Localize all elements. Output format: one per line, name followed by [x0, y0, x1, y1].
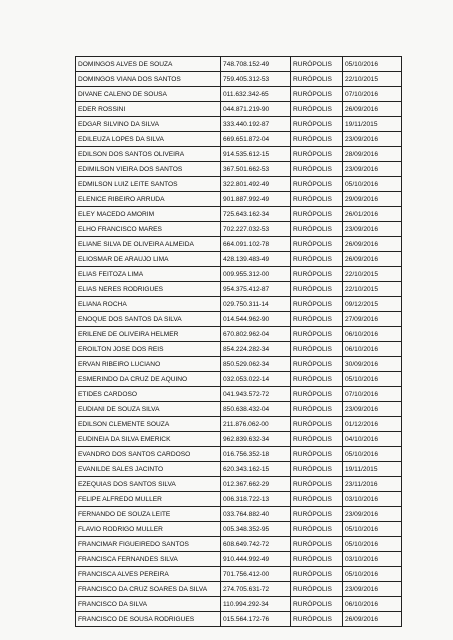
cpf-cell: 033.764.882-40: [221, 507, 291, 522]
cpf-cell: 012.367.662-29: [221, 477, 291, 492]
table-row: [76, 132, 402, 147]
cpf-cell: 748.708.152-49: [221, 57, 291, 72]
cpf-cell: 044.871.219-90: [221, 102, 291, 117]
city-cell: RURÓPOLIS: [291, 552, 343, 567]
date-cell: 23/09/2016: [343, 132, 402, 147]
date-cell: 26/01/2016: [343, 207, 402, 222]
date-cell: 05/10/2016: [343, 522, 402, 537]
date-cell: 05/10/2016: [343, 447, 402, 462]
name-cell: ELIAS FEITOZA LIMA: [76, 267, 221, 282]
city-cell: RURÓPOLIS: [291, 132, 343, 147]
name-cell: ELHO FRANCISCO MARES: [76, 222, 221, 237]
table-row: [76, 552, 402, 567]
name-cell: ERVAN RIBEIRO LUCIANO: [76, 357, 221, 372]
city-cell: RURÓPOLIS: [291, 102, 343, 117]
cpf-cell: 367.501.662-53: [221, 162, 291, 177]
table-row: [76, 612, 402, 627]
cpf-cell: 608.649.742-72: [221, 537, 291, 552]
city-cell: RURÓPOLIS: [291, 522, 343, 537]
city-cell: RURÓPOLIS: [291, 87, 343, 102]
cpf-cell: 274.705.631-72: [221, 582, 291, 597]
name-cell: EDGAR SILVINO DA SILVA: [76, 117, 221, 132]
name-cell: FRANCIMAR FIGUEIREDO SANTOS: [76, 537, 221, 552]
date-cell: 01/12/2016: [343, 417, 402, 432]
cpf-cell: 428.139.483-49: [221, 252, 291, 267]
date-cell: 05/10/2016: [343, 177, 402, 192]
table-row: [76, 417, 402, 432]
name-cell: ELIOSMAR DE ARAUJO LIMA: [76, 252, 221, 267]
table-row: [76, 597, 402, 612]
table-row: [76, 537, 402, 552]
date-cell: 06/10/2016: [343, 327, 402, 342]
date-cell: 19/11/2015: [343, 117, 402, 132]
city-cell: RURÓPOLIS: [291, 162, 343, 177]
cpf-cell: 962.839.632-34: [221, 432, 291, 447]
date-cell: 04/10/2016: [343, 432, 402, 447]
city-cell: RURÓPOLIS: [291, 582, 343, 597]
table-row: [76, 522, 402, 537]
cpf-cell: 041.943.572-72: [221, 387, 291, 402]
date-cell: 23/11/2016: [343, 477, 402, 492]
cpf-cell: 032.053.022-14: [221, 372, 291, 387]
date-cell: 06/10/2016: [343, 342, 402, 357]
table-row: [76, 207, 402, 222]
city-cell: RURÓPOLIS: [291, 267, 343, 282]
name-cell: ETIDES CARDOSO: [76, 387, 221, 402]
table-row: [76, 222, 402, 237]
cpf-cell: 669.651.872-04: [221, 132, 291, 147]
cpf-cell: 014.544.962-90: [221, 312, 291, 327]
table-row: [76, 372, 402, 387]
name-cell: ERILENE DE OLIVEIRA HELMER: [76, 327, 221, 342]
city-cell: RURÓPOLIS: [291, 402, 343, 417]
name-cell: EZEQUIAS DOS SANTOS SILVA: [76, 477, 221, 492]
beneficiary-table: [75, 56, 402, 627]
date-cell: 05/10/2016: [343, 567, 402, 582]
table-row: [76, 447, 402, 462]
cpf-cell: 901.887.992-49: [221, 192, 291, 207]
city-cell: RURÓPOLIS: [291, 252, 343, 267]
city-cell: RURÓPOLIS: [291, 387, 343, 402]
cpf-cell: 005.348.352-95: [221, 522, 291, 537]
name-cell: FRANCISCA ALVES PEREIRA: [76, 567, 221, 582]
table-row: [76, 72, 402, 87]
date-cell: 07/10/2016: [343, 87, 402, 102]
cpf-cell: 664.091.102-78: [221, 237, 291, 252]
name-cell: FRANCISCO DE SOUSA RODRIGUES: [76, 612, 221, 627]
city-cell: RURÓPOLIS: [291, 312, 343, 327]
city-cell: RURÓPOLIS: [291, 597, 343, 612]
table-row: [76, 147, 402, 162]
table-row: [76, 192, 402, 207]
cpf-cell: 620.343.162-15: [221, 462, 291, 477]
name-cell: ELIAS NERES RODRIGUES: [76, 282, 221, 297]
city-cell: RURÓPOLIS: [291, 612, 343, 627]
name-cell: DOMINGOS ALVES DE SOUZA: [76, 57, 221, 72]
table-row: [76, 252, 402, 267]
table-row: [76, 297, 402, 312]
city-cell: RURÓPOLIS: [291, 327, 343, 342]
cpf-cell: 110.994.292-34: [221, 597, 291, 612]
city-cell: RURÓPOLIS: [291, 432, 343, 447]
cpf-cell: 854.224.282-34: [221, 342, 291, 357]
cpf-cell: 914.535.612-15: [221, 147, 291, 162]
city-cell: RURÓPOLIS: [291, 417, 343, 432]
city-cell: RURÓPOLIS: [291, 462, 343, 477]
cpf-cell: 211.876.062-00: [221, 417, 291, 432]
table-row: [76, 582, 402, 597]
name-cell: FRANCISCA FERNANDES SILVA: [76, 552, 221, 567]
city-cell: RURÓPOLIS: [291, 492, 343, 507]
cpf-cell: 850.638.432-04: [221, 402, 291, 417]
table-row: [76, 87, 402, 102]
table-row: [76, 312, 402, 327]
city-cell: RURÓPOLIS: [291, 72, 343, 87]
city-cell: RURÓPOLIS: [291, 537, 343, 552]
name-cell: EUDINEIA DA SILVA EMERICK: [76, 432, 221, 447]
cpf-cell: 333.440.192-87: [221, 117, 291, 132]
cpf-cell: 850.529.062-34: [221, 357, 291, 372]
cpf-cell: 702.227.032-53: [221, 222, 291, 237]
date-cell: 06/10/2016: [343, 597, 402, 612]
city-cell: RURÓPOLIS: [291, 477, 343, 492]
date-cell: 27/09/2016: [343, 312, 402, 327]
cpf-cell: 910.444.992-49: [221, 552, 291, 567]
city-cell: RURÓPOLIS: [291, 237, 343, 252]
city-cell: RURÓPOLIS: [291, 222, 343, 237]
cpf-cell: 954.375.412-87: [221, 282, 291, 297]
city-cell: RURÓPOLIS: [291, 507, 343, 522]
date-cell: 26/09/2016: [343, 237, 402, 252]
name-cell: ELIANE SILVA DE OLIVEIRA ALMEIDA: [76, 237, 221, 252]
city-cell: RURÓPOLIS: [291, 297, 343, 312]
name-cell: ESMERINDO DA CRUZ DE AQUINO: [76, 372, 221, 387]
table-row: [76, 357, 402, 372]
cpf-cell: 011.632.342-65: [221, 87, 291, 102]
date-cell: 28/09/2016: [343, 147, 402, 162]
cpf-cell: 016.756.352-18: [221, 447, 291, 462]
name-cell: EUDIANI DE SOUZA SILVA: [76, 402, 221, 417]
name-cell: DOMINGOS VIANA DOS SANTOS: [76, 72, 221, 87]
name-cell: FLAVIO RODRIGO MULLER: [76, 522, 221, 537]
city-cell: RURÓPOLIS: [291, 192, 343, 207]
table-row: [76, 462, 402, 477]
date-cell: 23/09/2016: [343, 162, 402, 177]
name-cell: EDMILSON LUIZ LEITE SANTOS: [76, 177, 221, 192]
cpf-cell: 015.564.172-76: [221, 612, 291, 627]
table-row: [76, 477, 402, 492]
name-cell: FERNANDO DE SOUZA LEITE: [76, 507, 221, 522]
date-cell: 23/09/2016: [343, 222, 402, 237]
date-cell: 03/10/2016: [343, 492, 402, 507]
cpf-cell: 701.756.412-00: [221, 567, 291, 582]
table-row: [76, 267, 402, 282]
date-cell: 23/09/2016: [343, 507, 402, 522]
table-row: [76, 342, 402, 357]
table-row: [76, 162, 402, 177]
table-row: [76, 432, 402, 447]
date-cell: 23/09/2016: [343, 582, 402, 597]
date-cell: 07/10/2016: [343, 387, 402, 402]
table-row: [76, 402, 402, 417]
table-row: [76, 237, 402, 252]
name-cell: DIVANE CALENO DE SOUSA: [76, 87, 221, 102]
table-row: [76, 492, 402, 507]
name-cell: ENOQUE DOS SANTOS DA SILVA: [76, 312, 221, 327]
date-cell: 22/10/2015: [343, 267, 402, 282]
date-cell: 22/10/2015: [343, 72, 402, 87]
city-cell: RURÓPOLIS: [291, 567, 343, 582]
name-cell: EDER ROSSINI: [76, 102, 221, 117]
cpf-cell: 006.318.722-13: [221, 492, 291, 507]
city-cell: RURÓPOLIS: [291, 117, 343, 132]
name-cell: FELIPE ALFREDO MULLER: [76, 492, 221, 507]
city-cell: RURÓPOLIS: [291, 447, 343, 462]
table-row: [76, 117, 402, 132]
name-cell: ELENICE RIBEIRO ARRUDA: [76, 192, 221, 207]
city-cell: RURÓPOLIS: [291, 177, 343, 192]
date-cell: 30/09/2016: [343, 357, 402, 372]
name-cell: FRANCISCO DA CRUZ SOARES DA SILVA: [76, 582, 221, 597]
cpf-cell: 322.801.492-49: [221, 177, 291, 192]
cpf-cell: 670.802.962-04: [221, 327, 291, 342]
date-cell: 26/09/2016: [343, 612, 402, 627]
name-cell: FRANCISCO DA SILVA: [76, 597, 221, 612]
city-cell: RURÓPOLIS: [291, 282, 343, 297]
table-row: [76, 282, 402, 297]
name-cell: EVANILDE SALES JACINTO: [76, 462, 221, 477]
cpf-cell: 029.750.311-14: [221, 297, 291, 312]
city-cell: RURÓPOLIS: [291, 147, 343, 162]
date-cell: 05/10/2016: [343, 537, 402, 552]
name-cell: EROILTON JOSE DOS REIS: [76, 342, 221, 357]
table-row: [76, 387, 402, 402]
table-row: [76, 57, 402, 72]
cpf-cell: 759.405.312-53: [221, 72, 291, 87]
name-cell: EDILSON DOS SANTOS OLIVEIRA: [76, 147, 221, 162]
cpf-cell: 009.955.312-00: [221, 267, 291, 282]
date-cell: 23/09/2016: [343, 402, 402, 417]
name-cell: ELIANA ROCHA: [76, 297, 221, 312]
city-cell: RURÓPOLIS: [291, 207, 343, 222]
name-cell: ELEY MACEDO AMORIM: [76, 207, 221, 222]
city-cell: RURÓPOLIS: [291, 357, 343, 372]
date-cell: 26/09/2016: [343, 252, 402, 267]
table-row: [76, 177, 402, 192]
table-row: [76, 507, 402, 522]
date-cell: 22/10/2015: [343, 282, 402, 297]
cpf-cell: 725.643.162-34: [221, 207, 291, 222]
date-cell: 19/11/2015: [343, 462, 402, 477]
name-cell: EDILSON CLEMENTE SOUZA: [76, 417, 221, 432]
date-cell: 05/10/2016: [343, 57, 402, 72]
city-cell: RURÓPOLIS: [291, 57, 343, 72]
date-cell: 05/10/2016: [343, 372, 402, 387]
city-cell: RURÓPOLIS: [291, 342, 343, 357]
name-cell: EDILEUZA LOPES DA SILVA: [76, 132, 221, 147]
date-cell: 26/09/2016: [343, 102, 402, 117]
table-body: [76, 57, 402, 627]
name-cell: EDIMILSON VIEIRA DOS SANTOS: [76, 162, 221, 177]
table-row: [76, 327, 402, 342]
date-cell: 03/10/2016: [343, 552, 402, 567]
city-cell: RURÓPOLIS: [291, 372, 343, 387]
date-cell: 29/09/2016: [343, 192, 402, 207]
table-row: [76, 567, 402, 582]
name-cell: EVANDRO DOS SANTOS CARDOSO: [76, 447, 221, 462]
date-cell: 09/12/2015: [343, 297, 402, 312]
table-row: [76, 102, 402, 117]
